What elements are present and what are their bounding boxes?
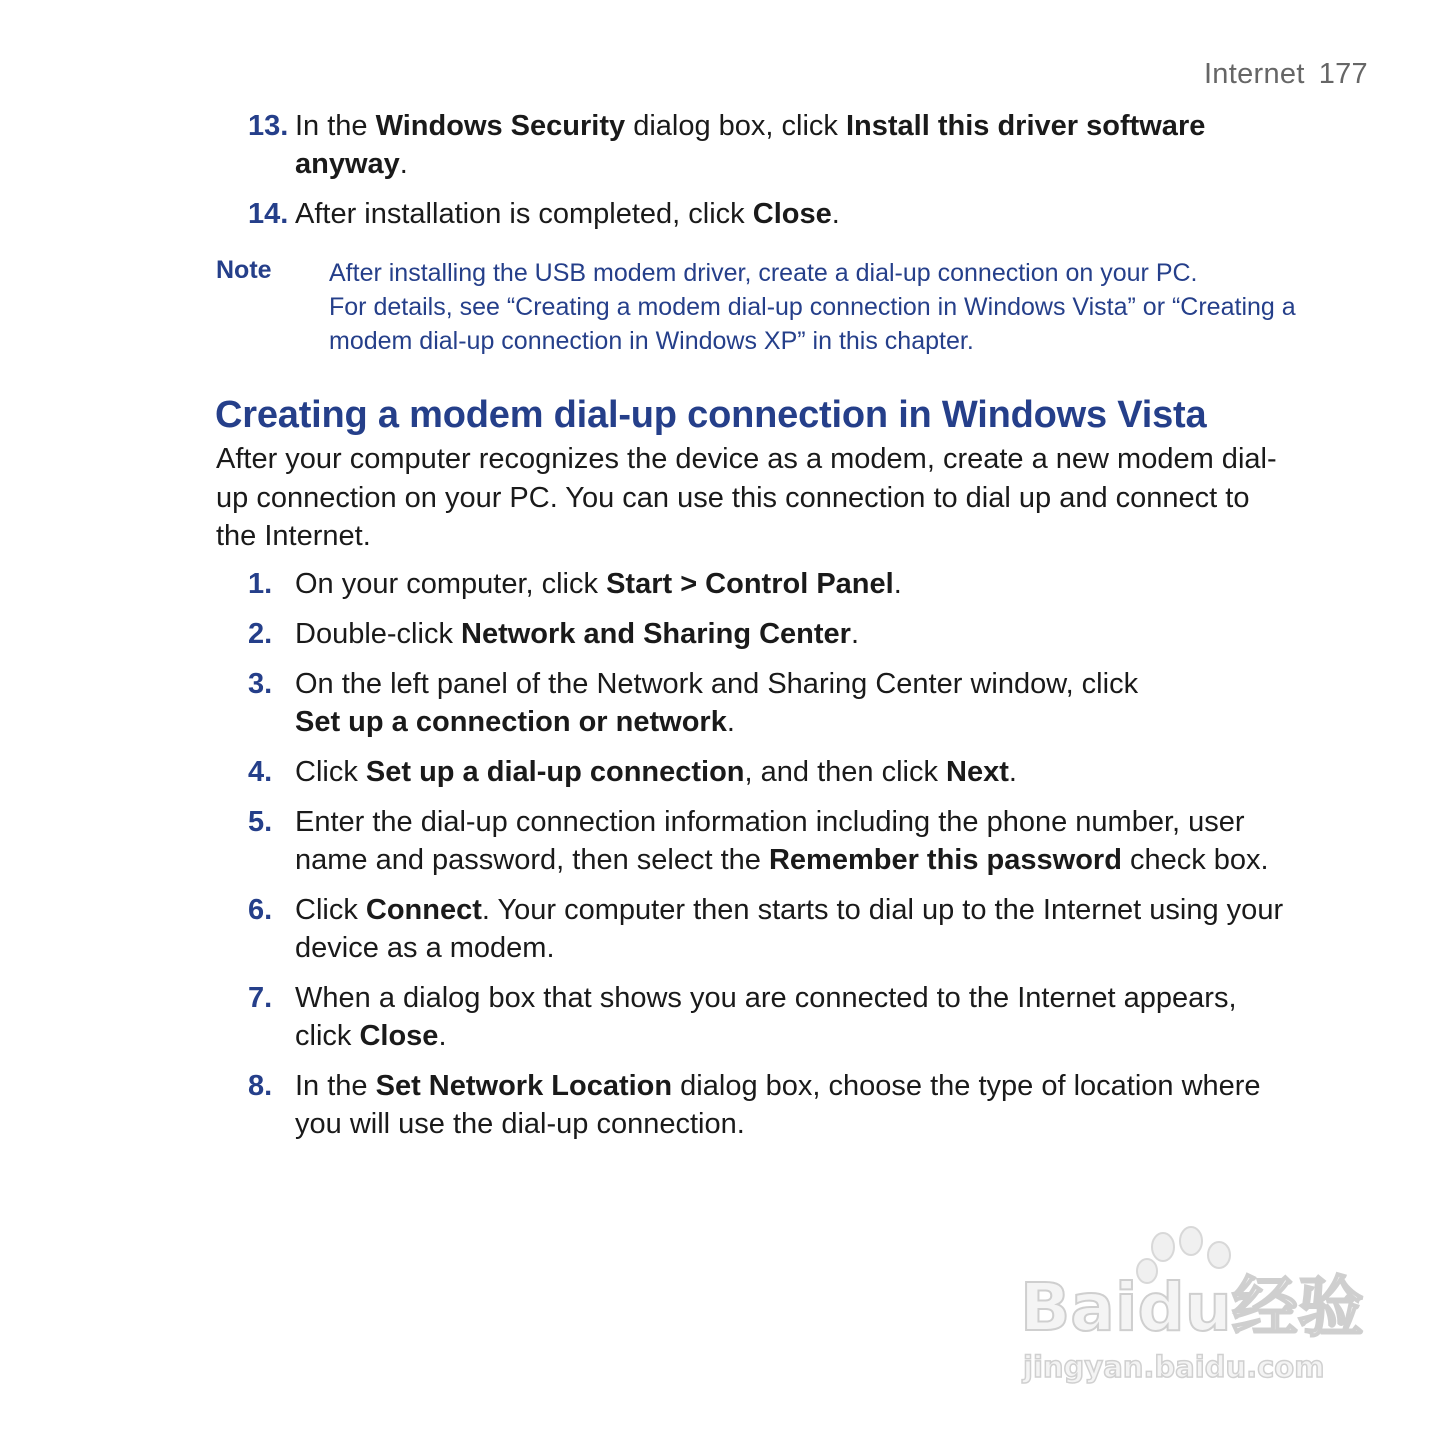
step-number: 8.	[248, 1070, 273, 1102]
step-4	[248, 753, 1338, 791]
watermark-logo: Baidu经验	[1020, 1269, 1364, 1346]
step-number: 4.	[248, 756, 273, 788]
page-number: 177	[1318, 58, 1368, 90]
step-text: In the Windows Security dialog box, click Install this driver software anyway.	[295, 110, 1206, 180]
step-text: Click Set up a dial-up connection, and then click Next.	[295, 756, 1017, 788]
step-8	[248, 1067, 1338, 1143]
step-text: On your computer, click Start > Control Panel.	[295, 568, 902, 600]
step-text: Enter the dial-up connection information including the phone number, user name and password, then select the Remember this password check box.	[295, 806, 1269, 876]
step-number: 5.	[248, 806, 273, 838]
step-6	[248, 891, 1338, 967]
page-header	[1204, 58, 1368, 91]
note-label: Note	[216, 256, 272, 284]
step-number: 6.	[248, 894, 273, 926]
step-14	[248, 195, 1338, 233]
step-13	[248, 107, 1338, 183]
baidu-watermark	[1015, 1225, 1365, 1390]
step-text: After installation is completed, click Close.	[295, 198, 840, 230]
step-7	[248, 979, 1338, 1055]
section-intro: After your computer recognizes the device as a modem, create a new modem dial- up connection on your PC. You can use this connection to dial up and connect to the Internet.	[216, 443, 1277, 552]
step-number: 7.	[248, 982, 273, 1014]
step-text: Double-click Network and Sharing Center.	[295, 618, 860, 650]
step-text: Click Connect. Your computer then starts to dial up to the Internet using your device as a modem.	[295, 894, 1284, 964]
step-number: 14.	[248, 198, 289, 230]
step-3	[248, 665, 1338, 741]
step-number: 3.	[248, 668, 273, 700]
header-section: Internet	[1203, 58, 1305, 90]
section-title: Creating a modem dial-up connection in Windows Vista	[215, 394, 1207, 436]
step-5	[248, 803, 1338, 879]
step-number: 13.	[248, 110, 289, 142]
step-text: On the left panel of the Network and Sharing Center window, click Set up a connection or network.	[295, 668, 1139, 738]
step-text: When a dialog box that shows you are connected to the Internet appears, click Close.	[295, 982, 1237, 1052]
step-1	[248, 565, 1338, 603]
step-text: In the Set Network Location dialog box, choose the type of location where you will use the dial-up connection.	[295, 1070, 1261, 1140]
step-number: 1.	[248, 568, 273, 600]
watermark-url: jingyan.baidu.com	[1023, 1350, 1325, 1384]
note-text: After installing the USB modem driver, create a dial-up connection on your PC. For details, see “Creating a modem dial-up connection in Windows Vista” or “Creating a modem dial-up connection in Windows XP” in this chapter.	[329, 259, 1296, 355]
step-number: 2.	[248, 618, 273, 650]
step-2	[248, 615, 1338, 653]
